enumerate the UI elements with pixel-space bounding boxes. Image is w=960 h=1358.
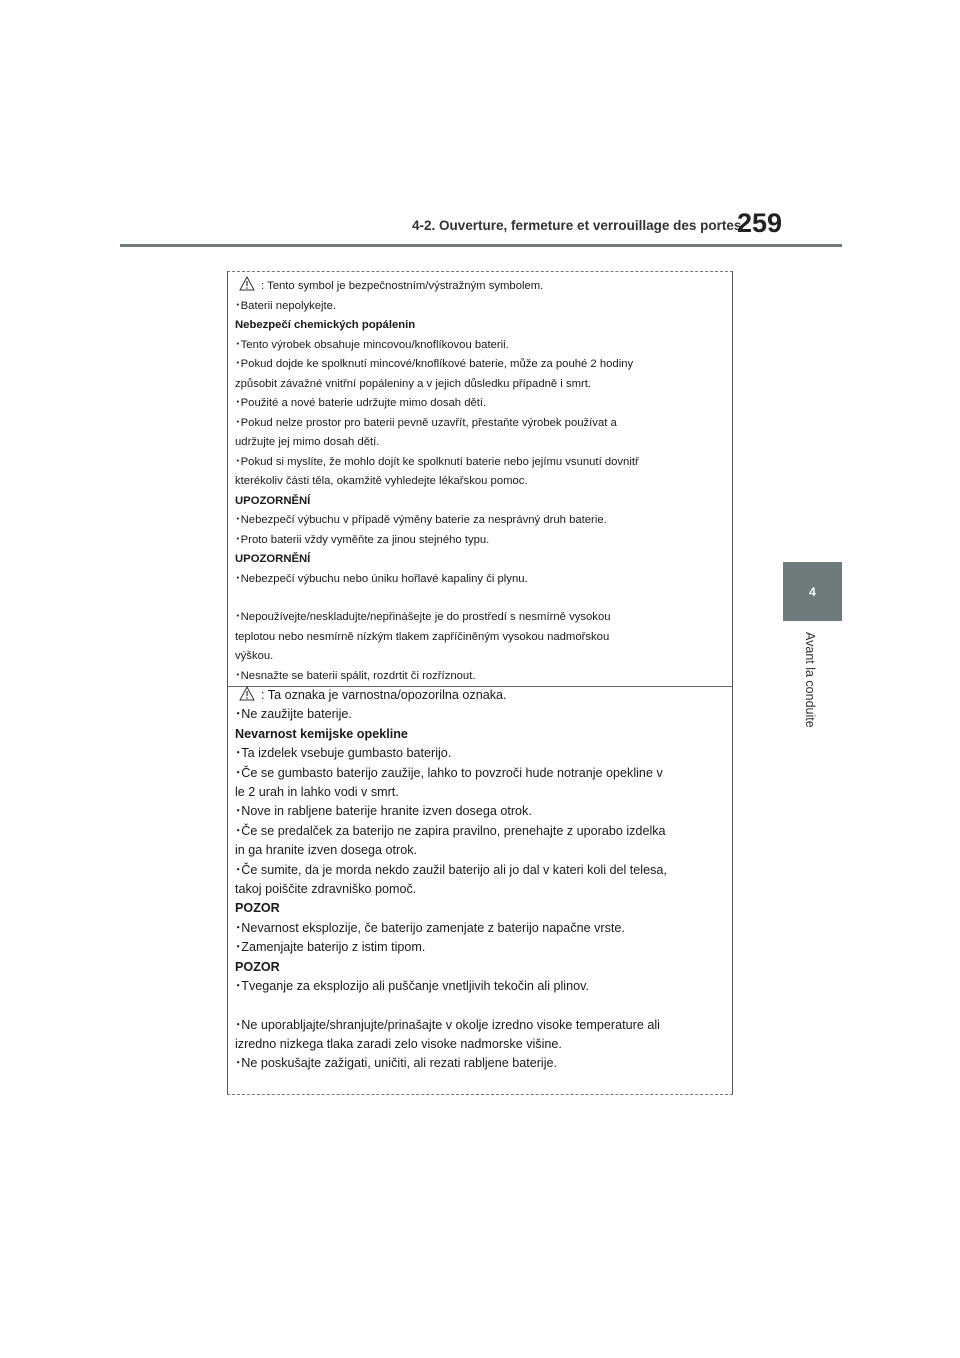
- header-rule: [120, 244, 842, 247]
- czech-symbol-text: : Tento symbol je bezpečnostním/výstražným symbolem.: [261, 280, 544, 292]
- warning-line: ･Ne zaužijte baterije.: [235, 707, 352, 722]
- warning-line: ･Nebezpečí výbuchu v případě výměny baterie za nesprávný druh baterie.: [235, 514, 607, 526]
- warning-box: [227, 271, 733, 1095]
- czech-lines: [235, 297, 725, 687]
- warning-line: ･Nesnažte se baterii spálit, rozdrtit či rozříznout.: [235, 669, 476, 682]
- warning-line: ･Če se predalček za baterijo ne zapira pravilno, prenehajte z uporabo izdelka: [235, 823, 666, 838]
- warning-line: Nevarnost kemijske opekline: [235, 726, 408, 741]
- warning-line: ･Baterii nepolykejte.: [235, 299, 337, 312]
- warning-line: POZOR: [235, 901, 280, 916]
- warning-line: ･Tento výrobek obsahuje mincovou/knoflíkovou baterii.: [235, 338, 509, 351]
- warning-line: ･Pokud si myslíte, že mohlo dojít ke spolknutí baterie nebo jejímu vsunutí dovnitř: [235, 455, 639, 468]
- warning-line: ･Ta izdelek vsebuje gumbasto baterijo.: [235, 746, 452, 761]
- section-title: 4-2. Ouverture, fermeture et verrouillage des portes: [412, 218, 742, 233]
- warning-line: ･Ne uporabljajte/shranjujte/prinašajte v okolje izredno visoke temperature ali: [235, 1017, 660, 1032]
- page-header: [0, 0, 960, 250]
- chapter-label: Avant la conduite: [803, 632, 817, 728]
- slovenian-lines: [235, 705, 725, 1073]
- warning-triangle-icon: [239, 686, 255, 701]
- slovenian-warning-section: [235, 686, 725, 1074]
- slovenian-symbol-text: : Ta oznaka je varnostna/opozorilna oznaka.: [261, 688, 507, 702]
- warning-line: ･Proto baterii vždy vyměňte za jinou stejného typu.: [235, 533, 490, 546]
- warning-line: ･Če sumite, da je morda nekdo zaužil baterijo ali jo dal v kateri koli del telesa,: [235, 862, 667, 877]
- warning-line: ･Pokud nelze prostor pro baterii pevně uzavřít, přestaňte výrobek používat a: [235, 416, 617, 429]
- slovenian-symbol-row: [235, 686, 725, 705]
- czech-symbol-row: [235, 276, 725, 297]
- czech-warning-section: [235, 276, 725, 686]
- warning-triangle-icon: [239, 276, 255, 291]
- warning-line: takoj poiščite zdravniško pomoč.: [235, 882, 417, 897]
- warning-line: Nebezpečí chemických popálenin: [235, 319, 416, 331]
- warning-line: ･Zamenjajte baterijo z istim tipom.: [235, 940, 426, 955]
- box-right-border: [732, 272, 733, 1094]
- warning-line: udržujte jej mimo dosah dětí.: [235, 436, 380, 448]
- warning-line: ･Pokud dojde ke spolknutí mincové/knoflíkové baterie, může za pouhé 2 hodiny: [235, 358, 634, 370]
- box-left-border: [227, 272, 228, 1094]
- warning-line: výškou.: [235, 650, 274, 662]
- warning-line: izredno nizkega tlaka zaradi zelo visoke nadmorske višine.: [235, 1036, 562, 1051]
- warning-line: teplotou nebo nesmírně nízkým tlakem zapříčiněným vysokou nadmořskou: [235, 630, 610, 643]
- warning-line: kterékoliv části těla, okamžitě vyhledejte lékařskou pomoc.: [235, 475, 528, 487]
- warning-line: UPOZORNĚNÍ: [235, 494, 311, 507]
- warning-line: ･Nove in rabljene baterije hranite izven dosega otrok.: [235, 804, 532, 819]
- chapter-tab[interactable]: 4: [783, 562, 842, 621]
- warning-line: ･Nepoužívejte/neskladujte/nepřinášejte je do prostředí s nesmírně vysokou: [235, 611, 611, 623]
- warning-line: ･Nebezpečí výbuchu nebo úniku hořlavé kapaliny či plynu.: [235, 572, 528, 585]
- page-number: 259: [737, 208, 783, 238]
- warning-line: způsobit závažné vnitřní popáleniny a v jejich důsledku případně i smrt.: [235, 377, 592, 390]
- warning-line: ･Tveganje za eksplozijo ali puščanje vnetljivih tekočin ali plinov.: [235, 979, 589, 994]
- warning-line: UPOZORNĚNÍ: [235, 553, 311, 565]
- warning-line: in ga hranite izven dosega otrok.: [235, 843, 418, 858]
- warning-line: ･Ne poskušajte zažigati, uničiti, ali rezati rabljene baterije.: [235, 1056, 558, 1071]
- warning-line: ･Če se gumbasto baterijo zaužije, lahko to povzroči hude notranje opekline v: [235, 765, 663, 780]
- warning-line: ･Použité a nové baterie udržujte mimo dosah dětí.: [235, 397, 487, 409]
- warning-line: ･Nevarnost eksplozije, če baterijo zamenjate z baterijo napačne vrste.: [235, 920, 625, 935]
- warning-line: POZOR: [235, 959, 280, 974]
- warning-line: le 2 urah in lahko vodi v smrt.: [235, 785, 399, 800]
